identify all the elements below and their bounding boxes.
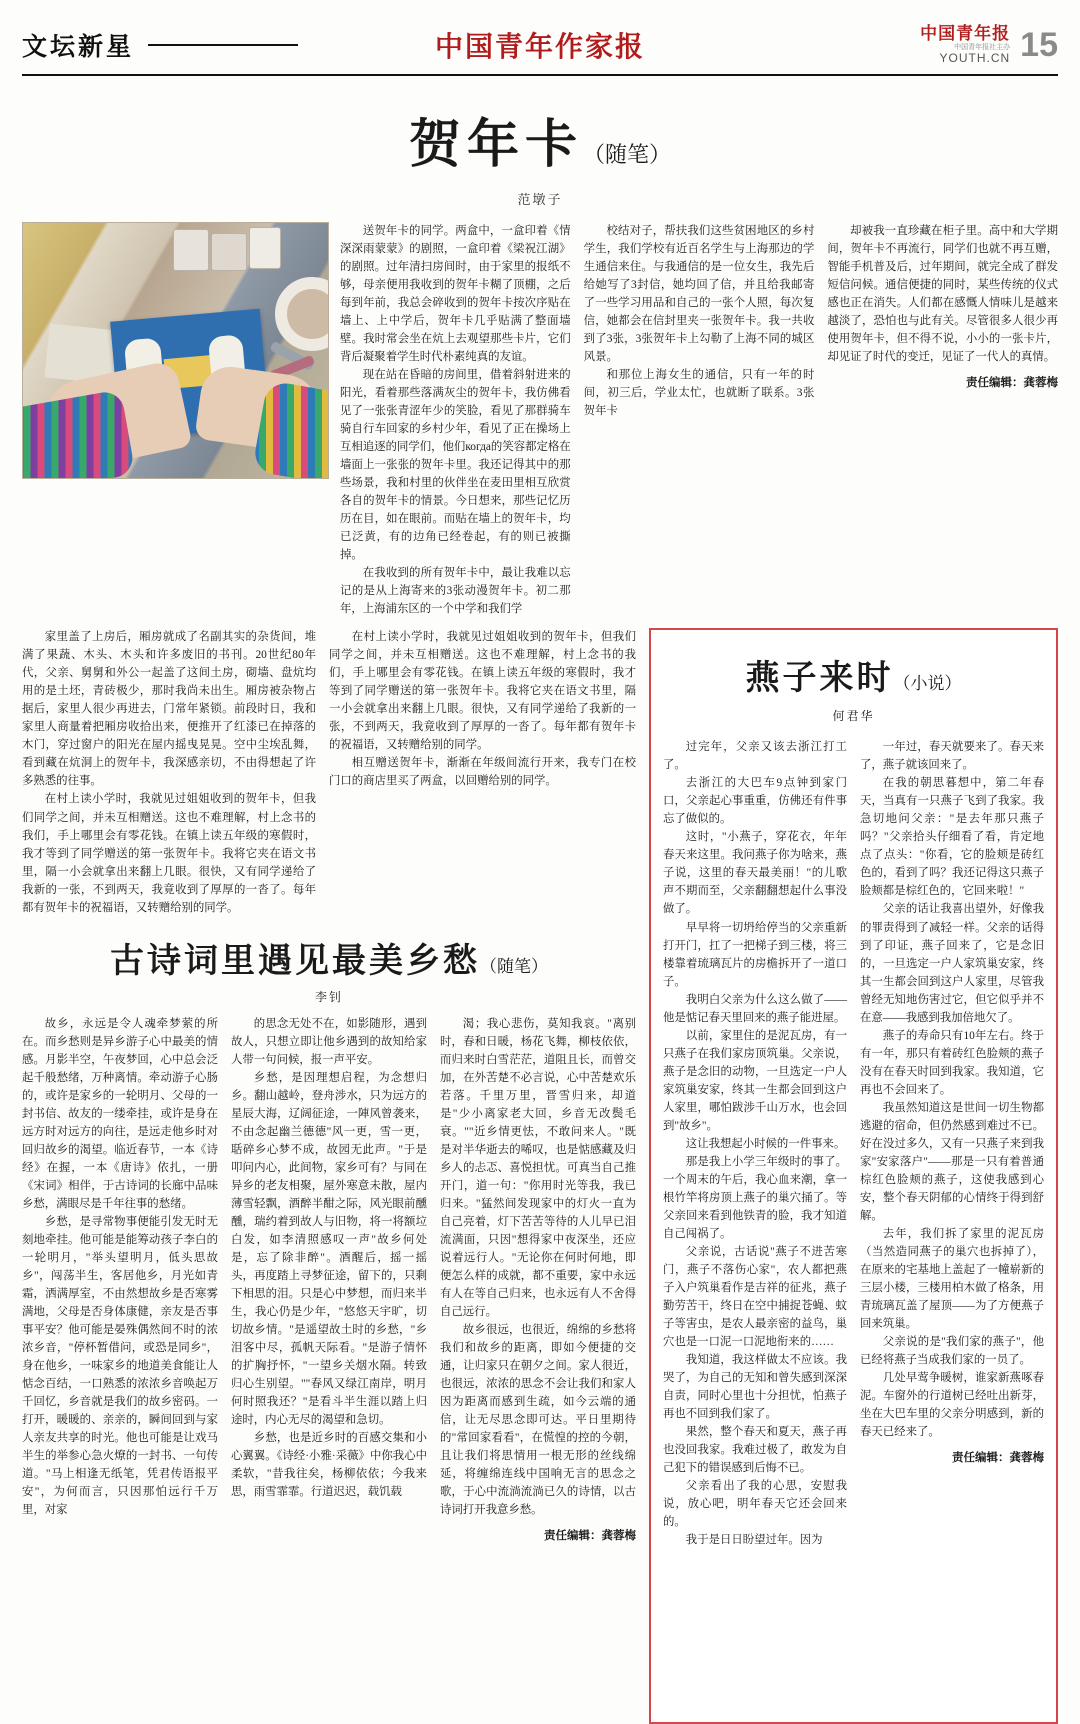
paragraph: 送贺年卡的同学。两盒中，一盒印着《情深深雨蒙蒙》的剧照，一盒印着《梁祝江湖》的剧照。过年清扫房间时，由于家里的报纸不够，母亲便用我收到的贺年卡糊了顶棚，之后每到年前，我总会碎收到的贺年卡按次序贴在墙上、上中学后，贺年卡几乎贴满了整面墙壁。我时常会坐在炕上去观望那些卡片，它们背后凝聚着学生时代朴素纯真的友谊。 <box>340 225 571 364</box>
article2-genre: （随笔） <box>480 956 548 976</box>
paper-name: 中国青年作家报 <box>434 32 646 63</box>
article1-top-block <box>22 222 1058 618</box>
paragraph: 父亲看出了我的心思，安慰我说，放心吧，明年春天它还会回来的。 <box>663 1479 847 1529</box>
paragraph: 去年，我们拆了家里的泥瓦房（当然造同燕子的巢穴也拆掉了），在原来的宅基地上盖起了一幢崭新的三层小楼，三楼用柏木做了格条，用青琉璃瓦盖了屋顶——为了方便燕子回来筑巢。 <box>860 1227 1044 1330</box>
article1-editor: 责任编辑：龚蓉梅 <box>966 377 1059 390</box>
paragraph: 渴；我心悲伤，莫知我哀。"离别时，春和日暖，杨花飞舞，柳枝依依，而归来时白雪茫茫，道阻且长，而曾交加，在外苦楚不必言说，心中苦楚欢乐若落。千里万里，晋雪归来，却道是"少小离家老大回，乡音无改鬓毛衰。""近乡情更怯，不敢问来人。"既是对半华逝去的唏叹，也是惦感藏及归乡人的忐忑、喜悦担忧。可真当自己推开门，道一句："你用时光等我，我已归来。"猛然间发现家中的灯火一直为自己亮着，灯下苦苦等待的人儿早已泪流满面，只因"想得家中夜深坐，还应说着远行人。"无论你在何时何地，即便怎么样的成就，都不重要，家中永远有人在等自己归来，也永远有人不舍得自己远行。 <box>440 1017 636 1318</box>
article1-title-wrap <box>409 102 671 177</box>
paragraph: 在我收到的所有贺年卡中，最让我难以忘记的是从上海寄来的3张动漫贺年卡。初二那年，上海浦东区的一个中学和我们学 <box>340 567 571 616</box>
paragraph: 父亲说，古话说"燕子不进苦寒门，燕子不落伤心家"，农人都把燕子入户筑巢看作是吉祥的征兆，燕子勤劳苦干，终日在空中捕捉苍蝇、蚊子等害虫，是农人最亲密的益鸟，巢穴也是一口泥一口泥地衔来的…… <box>663 1245 847 1348</box>
article3-col-2 <box>860 738 1044 1549</box>
paragraph: 现在站在昏暗的房间里，借着斜射进来的阳光，看着那些落满灰尘的贺年卡，我仿佛看见了一张张青涩年少的笑脸，看见了那群骑车骑自行车回家的乡村少年，看见了正在操场上互相追逐的同学们，他们когда的笑容都定格在墙面上一张张的贺年卡里。我还记得其中的那些场景，我和村里的伙伴坐在麦田里相互欣赏各自的贺年卡的情景。今日想来，那些记忆历历在目，如在眼前。而贴在墙上的贺年卡，均已泛黄，有的边角已经卷起，有的则已被撕掉。 <box>340 369 571 562</box>
paragraph: 相互赠送贺年卡，渐渐在年级间流行开来，我专门在校门口的商店里买了两盒，以回赠给别的同学。 <box>329 757 636 788</box>
paragraph: 和那位上海女生的通信，只有一年的时间，初三后，学业太忙，也就断了联系。3张贺年卡 <box>583 369 815 418</box>
masthead-separator <box>22 74 1058 76</box>
article1-continued <box>22 628 636 916</box>
article2-headline <box>22 933 636 982</box>
paragraph: 去浙江的大巴车9点钟到家门口，父亲起心事重重，仿佛还有件事忘了做似的。 <box>663 777 847 826</box>
article1-col-3 <box>584 222 815 618</box>
article1-col-4 <box>827 222 1058 618</box>
masthead-right <box>920 25 1058 65</box>
article1-col-1b <box>329 628 636 916</box>
website-url: YOUTH.CN <box>939 50 1011 65</box>
article2-columns <box>22 1015 636 1546</box>
paragraph: 在村上读小学时，我就见过姐姐收到的贺年卡，但我们同学之间，并未互相赠送。这也不难理解，村上念书的我们，手上哪里会有零花钱。在镇上读五年级的寒假时，我才等到了同学赠送的第一张贺年卡。我将它夹在语文书里，隔一小会就拿出来翻上几眼。很快，又有同学递给了我新的一张，不到两天，我竟收到了厚厚的一沓了。每年都有贺年卡的祝福语，又转赠给别的同学。 <box>329 631 636 752</box>
article2-author: 李钊 <box>314 989 343 1004</box>
masthead-left <box>22 27 298 63</box>
paragraph: 父亲的话让我喜出望外，好像我的罪责得到了减轻一样。父亲的话得到了印证，燕子回来了，它是念旧的，一旦选定一户人家筑巢安家，终其一生都会回到这户人家里，尽管我曾经无知地伤害过它，但它似乎并不在意——我感到我加倍地欠了。 <box>860 903 1044 1024</box>
mini-paper-name: 中国青年报 <box>920 24 1011 44</box>
paragraph: 乡愁，也是近乡时的百感交集和小心翼翼。《诗经·小雅·采薇》中你我心中柔软，"昔我往矣，杨柳依依；今我来思，雨雪霏霏。行道迟迟，载饥载 <box>231 1431 427 1498</box>
article3-columns <box>663 738 1044 1549</box>
paragraph: 我于是日日盼望过年。因为 <box>685 1534 823 1547</box>
article3-editor: 责任编辑：龚蓉梅 <box>952 1451 1044 1464</box>
paragraph: 燕子的寿命只有10年左右。终于有一年，那只有着砖红色脸颊的燕子没有在春天时回到我家。我知道，它再也不会回来了。 <box>860 1029 1044 1096</box>
article2-title-wrap <box>110 933 548 982</box>
article1-headline <box>22 102 1058 177</box>
paragraph: 故乡很远，也很近，绵绵的乡愁将我们和故乡的距离，即如今便捷的交通，让归家只在朝夕之间。家人很近，也很远，浓浓的思念不会让我们和家人因为距离而感到生疏，如今云端的通信，让无尽思念即可达。平日里期待的"常回家看看"，在慌惶的控的今朝，且让我们将思情用一根无形的丝线绵延，将缠绵连线中国响无言的思念之歌，于心中流淌流淌已久的诗情，以古诗词打开我意乡愁。 <box>440 1323 636 1517</box>
paragraph: 我虽然知道这是世间一切生物都逃避的宿命，但仍然感到难过不已。好在没过多久，又有一只燕子来到我家"安家落户"——那是一只有着普通棕红色脸颊的燕子，这使我感到心安，整个春天阴郁的心情终于得到舒解。 <box>860 1101 1044 1222</box>
section-title: 文坛新星 <box>22 33 135 61</box>
article2-editor: 责任编辑：龚蓉梅 <box>544 1530 636 1543</box>
paragraph: 乡愁，是因理想启程，为念想归乡。翻山越岭，登舟涉水，只为远方的星辰大海，辽阔征途，一陣风曾袭来，不由念起幽兰德德"风一更，雪一更，聒碎乡心梦不成，故园无此声。"于是叩问内心，此间物，家乡可有？与同在异乡的老友相聚，屋外寒意未散，屋内薄雪轻飘，酒醉半酣之际，风光眼前醺醺，瑞约着到故人与旧物，将一将额垃白发，如李清照感叹一声"故乡何处是，忘了除非醉"。酒醒后，摇一摇头，再度踏上寻梦征途，留下的，只剩下相思的泪。只是心中梦想，而归来半生，我心仍是少年，"悠悠天宇旷，切切故乡情。"是遥望故土时的乡愁，"乡泪客中尽，孤帆天际看。"是游子情怀的扩胸抒怀，"一望乡关烟水隔。转致归心生别望。""春风又绿江南岸，明月何时照我还？"是看斗半生涯以踏上归途时，内心无尽的渴望和急切。 <box>231 1071 427 1426</box>
article2-title: 古诗词里遇见最美乡愁 <box>110 942 480 980</box>
article3-genre: （小说） <box>893 674 962 694</box>
article1-col-1 <box>22 628 316 916</box>
photo-wrap <box>22 222 327 618</box>
paragraph: 以前，家里住的是泥瓦房，有一只燕子在我们家房顶筑巢。父亲说，燕子是念旧的动物，一旦选定一户人家筑巢安家，终其一生都会回到这户人家里，哪怕跋涉千山万水，也会回到"故乡"。 <box>663 1029 847 1132</box>
article1-genre: （随笔） <box>583 142 672 167</box>
paragraph: 一年过，春天就要来了。春天来了，燕子就该回来了。 <box>860 741 1044 772</box>
article1-columns <box>340 222 1058 618</box>
paragraph: 早早将一切坍给停当的父亲重新打开门，扛了一把梯子到三楼，将三楼靠着琉璃瓦片的房檐拆开了一道口子。 <box>663 921 847 988</box>
mini-paper-sub: 中国青年报社主办 <box>954 42 1011 51</box>
left-article-area <box>22 628 636 1724</box>
article3-box <box>649 628 1058 1724</box>
paragraph: 父亲说的是"我们家的燕子"，他已经将燕子当成我们家的一员了。 <box>860 1335 1044 1366</box>
article1-col-2 <box>340 222 571 618</box>
paragraph: 校结对子，帮扶我们这些贫困地区的乡村学生，我们学校有近百名学生与上海那边的学生通信来住。与我通信的是一位女生，我先后给她写了3封信，她均回了信，并且给我邮寄了一些学习用品和自己的一张个人照，每次复信，她都会在信封里夹一张贺年卡。我一共收到了3张，3张贺年卡上勾勒了上海不同的城区风景。 <box>583 225 815 364</box>
article3-author: 何君华 <box>832 709 875 724</box>
paragraph: 果然，整个春天和夏天，燕子再也没回我家。我难过极了，敢发为自己犯下的错误感到后悔不已。 <box>663 1425 847 1474</box>
masthead-rule <box>148 44 298 46</box>
paragraph: 在村上读小学时，我就见过姐姐收到的贺年卡，但我们同学之间，并未互相赠送。这也不难理解，村上念书的我们，手上哪里会有零花钱。在镇上读五年级的寒假时，我才等到了同学赠送的第一张贺年卡。我将它夹在语文书里，隔一小会就拿出来翻上几眼。很快，又有同学递给了我新的一张，不到两天，我竟收到了厚厚的一沓了。每年都有贺年卡的祝福语，又转赠给别的同学。 <box>22 793 316 914</box>
article1-photo <box>22 222 329 479</box>
article2-col-2 <box>231 1015 427 1546</box>
paragraph: 故乡，永远是令人魂牵梦萦的所在。而乡愁则是异乡游子心中最美的情感。月影半空，午夜梦回，心中总会泛起千般愁绪，万种离情。牵动游子心肠的，或许是家乡的一轮明月、父母的一封书信、故友的一缕牵挂，或许是身在远方时对远方的向往，是远走他乡时对回归故乡的渴望。临近春节，一本《诗经》在握，一本《唐诗》依扎，一册《宋词》相伴，于古诗词的长廊中品味乡愁，满眼尽是千年往事的愁绪。 <box>22 1017 218 1210</box>
paragraph: 却被我一直珍藏在柜子里。高中和大学期间，贺年卡不再流行，同学们也就不再互赠，智能手机普及后，过年期间，就完全成了群发短信问候。通信便捷的同时，某些传统的仪式感也正在消失。人们都在感慨人情味儿是越来越淡了，恐怕也与此有关。尽管很多人很少再使用贺年卡，但不得不说，小小的一张卡片，却见证了时代的变迁，见证了一代人的真情。 <box>827 225 1059 364</box>
paragraph: 过完年，父亲又该去浙江打工了。 <box>663 741 847 772</box>
article1-title: 贺年卡 <box>408 117 583 174</box>
paragraph: 这时，"小燕子，穿花衣，年年春天来这里。我问燕子你为啥来，燕子说，这里的春天最美丽！"的儿歌声不期而至，父亲翻翻想起什么事没做了。 <box>663 831 847 916</box>
paragraph: 家里盖了上房后，厢房就成了名副其实的杂货间，堆满了果蔬、木头、木头和许多废旧的书刊。20世纪80年代，父亲、舅舅和外公一起盖了这间土房，砌墙、盘炕均用的是土坯，青砖极少，那时我尚未出生。厢房被杂物占据后，家里人很少再进去，门常年紧锁。前段时日，我和家里人商量着把厢房收拾出来，便推开了红漆已在掉落的木门，穿过窗户的阳光在屋内摇曳晃晃。空中尘埃乱舞，看到藏在炕洞上的贺年卡，我深感亲切，不由得想起了许多熟悉的往事。 <box>22 631 316 788</box>
paragraph: 乡愁，是寻常物事便能引发无时无刻地牵挂。他可能是能筹动孩子李白的一轮明月，"举头望明月，低头思故乡"，闯荡半生，客居他乡，月光如青霜，洒满厚室，不由然想故乡是否寒雾满地，父母是否身体康健，亲友是否事事平安？他可能是晏殊偶然间不时的浓浓乡音，"停杯暂借问，或恐是同乡"，身在他乡，一味家乡的地道美食能让人惦念百结，一口熟悉的浓浓乡音唤起万千回忆，乡音就是我们的故乡密码。一打开，暖暖的、亲亲的，瞬间回到与家人亲友共享的时光。他也可能是让戏马半生的举参心急火燎的一封书、一句传道。"马上相逢无纸笔，凭君传语报平安"，为何而言，只因那怕远行千万里，对家 <box>22 1215 218 1517</box>
article3-title-wrap <box>746 650 962 699</box>
paragraph: 这让我想起小时候的一件事来。 <box>685 1137 846 1150</box>
article2-col-3 <box>440 1015 636 1546</box>
paragraph: 我明白父亲为什么这么做了——他是惦记春天里回来的燕子能进屋。 <box>663 993 847 1024</box>
paragraph: 那是我上小学三年级时的事了。一个周末的午后，我心血来潮，拿一根竹竿将房顶上燕子的巢穴捅了。等父亲回来看到他铁青的脸，我才知道自己闯祸了。 <box>663 1155 847 1240</box>
masthead <box>22 18 1058 72</box>
lower-region <box>22 628 1058 1724</box>
article1-author: 范墩子 <box>517 192 563 207</box>
paragraph: 的思念无处不在，如影随形，遇到故人，只想立即让他乡遇到的故知给家人带一句问候，报一声平安。 <box>231 1017 427 1066</box>
article3-headline <box>663 650 1044 699</box>
paper-logo <box>435 25 645 65</box>
article2-col-1 <box>22 1015 218 1546</box>
website-logo <box>920 25 1010 65</box>
page-number: 15 <box>1020 26 1058 64</box>
paragraph: 我知道，我这样做太不应该。我哭了，为自己的无知和曾失感到深深自责，同时心里也十分担忧，怕燕子再也不回到我们家了。 <box>663 1353 847 1420</box>
paragraph: 在我的朝思暮想中，第二年春天，当真有一只燕子飞到了我家。我急切地问父亲："是去年那只燕子吗？"父亲拾头仔细看了看，肯定地点了点头："你看，它的脸颊是砖红色的，看到了吗？我还记得这只燕子脸颊都是棕红色的，它回来啦！" <box>860 777 1044 898</box>
paragraph: 几处早莺争暖树，谁家新燕啄春泥。车窗外的行道树已经吐出新芽，坐在大巴车里的父亲分明感到，新的春天已经来了。 <box>860 1371 1044 1438</box>
article3-title: 燕子来时 <box>745 660 894 698</box>
article3-col-1 <box>663 738 847 1549</box>
